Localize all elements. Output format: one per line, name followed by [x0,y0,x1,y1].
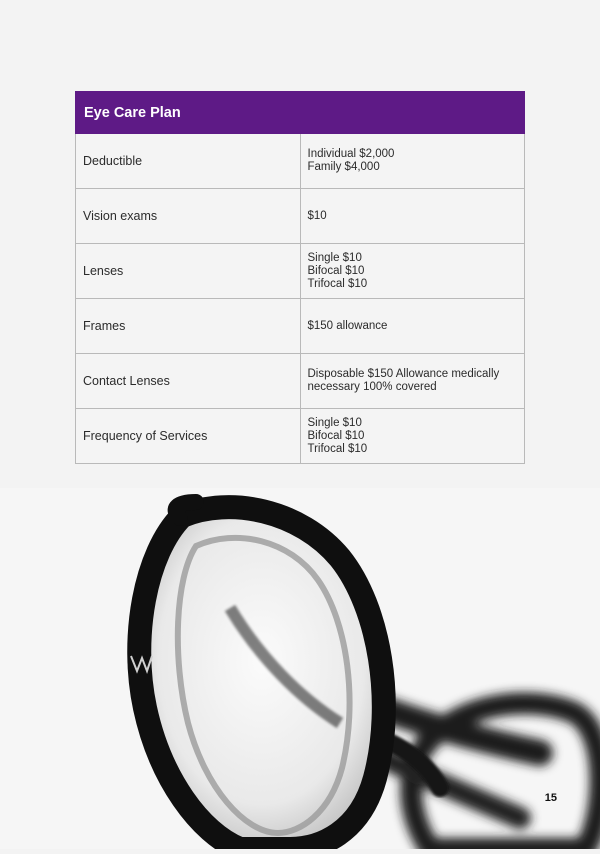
value-line: Disposable $150 Allowance medically necessary 100% covered [307,368,500,393]
table-row [76,189,525,244]
row-label: Vision exams [76,189,301,244]
table-row [76,299,525,354]
table-row [76,134,525,189]
table-row [76,244,525,299]
row-label: Lenses [76,244,301,299]
row-value [300,244,525,299]
row-value [300,134,525,189]
value-line: Trifocal $10 [307,277,368,290]
eye-care-plan-table [75,91,525,464]
value-line: Single $10 [307,251,362,264]
row-label: Frequency of Services [76,409,301,464]
value-line: $150 allowance [307,319,388,332]
eyeglasses-icon [0,488,600,849]
row-value [300,299,525,354]
value-line: Individual $2,000 [307,148,395,160]
eyeglasses-photo [0,488,600,849]
row-value [300,354,525,409]
row-value [300,409,525,464]
row-value [300,189,525,244]
table-title: Eye Care Plan [76,92,525,134]
page-number: 15 [544,792,557,804]
row-label: Frames [76,299,301,354]
value-line: Bifocal $10 [307,429,365,442]
value-line: Single $10 [307,416,362,429]
row-label: Contact Lenses [76,354,301,409]
table-header-row [76,92,525,134]
value-line: Family $4,000 [307,161,380,173]
value-line: Bifocal $10 [307,264,365,277]
row-label: Deductible [76,134,301,189]
table-row [76,354,525,409]
value-line: $10 [307,209,327,222]
table-row [76,409,525,464]
value-line: Trifocal $10 [307,442,368,455]
